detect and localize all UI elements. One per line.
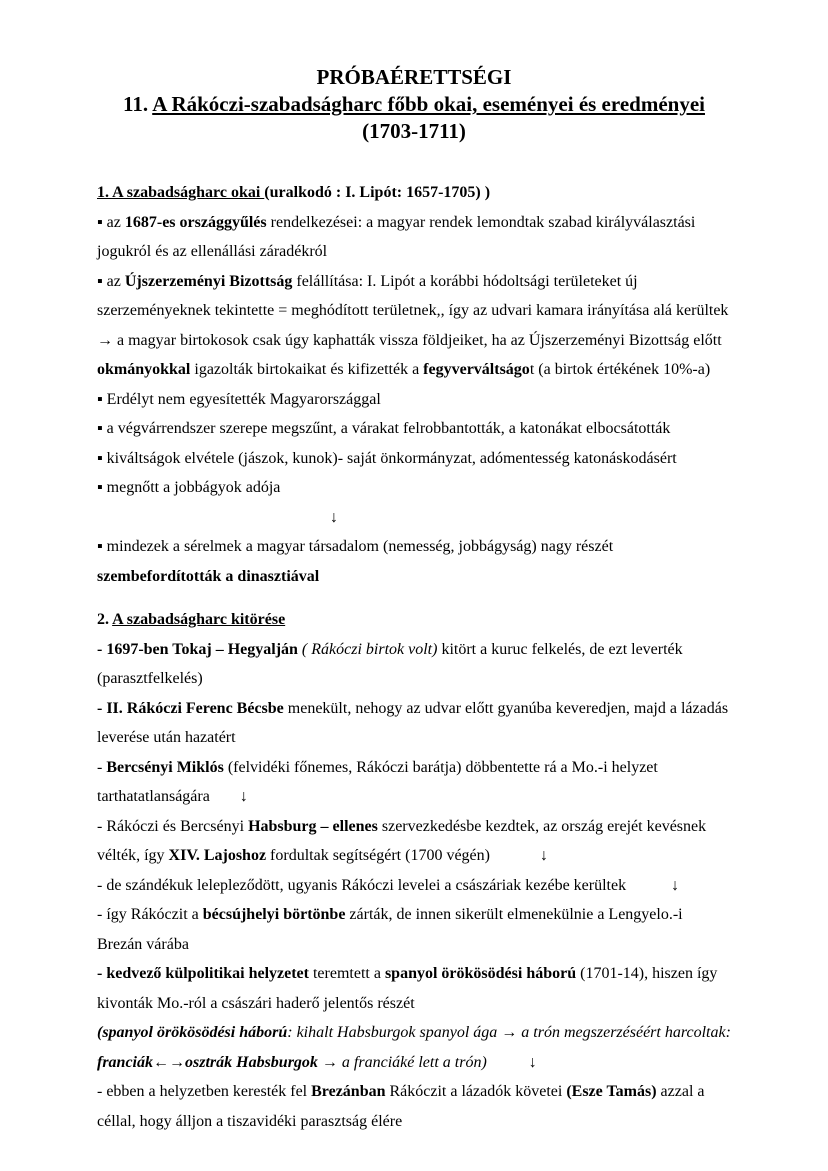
text-run: - 1697-ben Tokaj – Hegyalján xyxy=(97,640,302,658)
text-run: (spanyol örökösödési háború xyxy=(97,1024,288,1041)
text-run: 2. xyxy=(97,611,113,628)
text-run: zárták, de innen sikerült elmenekülnie a Lengyelo.-i Brezán várába xyxy=(97,906,687,953)
text-run: - ebben a helyzetben keresték fel xyxy=(97,1083,312,1100)
text-run: Rákóczit a lázadók követei xyxy=(385,1083,567,1100)
section-2-heading xyxy=(97,605,731,635)
title-line-3 xyxy=(97,118,731,145)
text-run: fordultak segítségért (1700 végén) xyxy=(266,847,490,864)
item-bercsenyi-miklos xyxy=(97,753,731,812)
text-run: ▪ Erdélyt nem egyesítették Magyarországgal xyxy=(97,390,381,408)
text-run: : kihalt Habsburgok spanyol ága → a trón megszerzéséért harcoltak: xyxy=(287,1024,735,1041)
bullet-serelmek-osszegzes xyxy=(97,532,731,591)
text-run: ▪ az xyxy=(97,272,125,290)
text-run: felállítása: I. Lipót a korábbi hódoltsági területeket új szerzeményeknek tekintette = meghódított területnek,, így az udvari kamara irányítása alá kerültek → a magyar birtokosok csak úgy kaphatták vissza földjeiket, ha az Újszerzeményi Bizottság előtt xyxy=(97,272,733,349)
down-arrow: ↓ xyxy=(239,788,248,805)
text-run: (felvidéki főnemes, Rákóczi barátja) döbbentette rá a Mo.-i helyzet tarthatatlanságára xyxy=(97,758,662,805)
text-run: Újszerzeményi Bizottság xyxy=(124,272,293,290)
item-becsujhelyi-borton xyxy=(97,900,731,959)
bullet-1687-diet xyxy=(97,208,731,267)
item-rakoczi-becsbe xyxy=(97,694,731,753)
document-content xyxy=(97,64,735,1136)
text-run: ▪ kiváltságok elvétele (jászok, kunok)- saját önkormányzat, adómentesség katonáskodásért xyxy=(97,449,677,467)
text-run: franciák←→osztrák Habsburgok xyxy=(97,1053,318,1071)
text-run: - így Rákóczit a xyxy=(97,906,203,923)
text-run: igazolták birtokaikat és kifizették a xyxy=(190,361,424,378)
text-run: 1687-es országgyűlés xyxy=(124,213,267,231)
text-run: spanyol örökösödési háború xyxy=(384,965,577,982)
section-gap-spacer xyxy=(97,591,731,605)
item-habsburg-ellenes xyxy=(97,812,731,871)
bullet-erdely xyxy=(97,385,731,415)
text-run: - de szándékuk lelepleződött, ugyanis Rákóczi levelei a császáriak kezébe kerültek xyxy=(97,876,627,894)
text-run: ▪ megnőtt a jobbágyok adója xyxy=(97,479,281,496)
text-run: - II. Rákóczi Ferenc Bécsbe xyxy=(97,699,284,717)
text-run: (Esze Tamás) xyxy=(566,1083,657,1100)
text-run: → a franciáké lett a trón) xyxy=(317,1053,487,1071)
text-run: Brezánban xyxy=(311,1083,386,1100)
title-section-spacer xyxy=(97,145,731,178)
down-arrow: ↓ xyxy=(539,847,548,864)
item-brezan-kovetek xyxy=(97,1077,731,1136)
text-run: Bercsényi Miklós xyxy=(106,758,224,776)
text-run: ▪ az xyxy=(97,213,125,231)
text-run: A szabadságharc kitörése xyxy=(112,611,286,628)
title-line-1 xyxy=(97,64,731,91)
text-run: ( Rákóczi birtok volt) xyxy=(301,640,438,658)
text-run: - kedvező külpolitikai helyzetet xyxy=(97,965,309,982)
text-run: - xyxy=(97,758,107,776)
text-run: okmányokkal xyxy=(97,361,191,378)
bullet-jobbagy-ado xyxy=(97,473,731,503)
text-run: Habsburg – ellenes xyxy=(248,817,378,835)
text-run: t (a birtok értékének 10%-a) xyxy=(529,361,711,378)
text-run: - Rákóczi és Bercsényi xyxy=(97,817,249,835)
item-spanyol-orokosodesi-haboru xyxy=(97,959,731,1018)
section-1-heading xyxy=(97,178,731,208)
text-run: 11. xyxy=(123,92,153,116)
text-run: XIV. Lajoshoz xyxy=(168,847,267,864)
text-run: A Rákóczi-szabadságharc főbb okai, eseményei és eredményei xyxy=(152,92,705,116)
text-run: kitört a kuruc felkelés, de ezt leverték (parasztfelkelés) xyxy=(97,640,687,687)
down-arrow: ↓ xyxy=(671,876,680,894)
text-run: fegyverváltságo xyxy=(423,361,530,378)
item-tokaj-hegyalja xyxy=(97,635,731,694)
text-run: menekült, nehogy az udvar előtt gyanúba keveredjen, majd a lázadás leverése után hazatért xyxy=(97,699,733,746)
text-run: ▪ mindezek a sérelmek a magyar társadalom (nemesség, jobbágyság) nagy részét xyxy=(97,538,618,555)
consequence-arrow-line xyxy=(97,503,731,533)
text-run: szervezkedésbe kezdtek, az ország erejét kevésnek vélték, így xyxy=(97,817,711,864)
text-run: teremtett a xyxy=(308,965,385,982)
text-run: PRÓBAÉRETTSÉGI xyxy=(316,65,512,89)
text-run: szembefordították a dinasztiával xyxy=(97,567,320,585)
text-run: rendelkezései: a magyar rendek lemondtak szabad királyválasztási jogukról és az ellenállási záradékról xyxy=(97,213,700,260)
bullet-vegvarrendszer xyxy=(97,414,731,444)
bullet-kivaltsagok xyxy=(97,444,731,474)
text-run: (1703-1711) xyxy=(362,119,466,143)
text-run: ▪ a végvárrendszer szerepe megszűnt, a várakat felrobbantották, a katonákat elbocsátották xyxy=(97,420,671,437)
text-run: 1. A szabadságharc okai xyxy=(97,184,265,201)
title-line-2 xyxy=(97,91,731,118)
text-run: (uralkodó : I. Lipót: 1657-1705) ) xyxy=(264,184,491,201)
item-leleplezodes xyxy=(97,871,731,901)
text-run: azzal a céllal, hogy álljon a tiszavidéki parasztság élére xyxy=(97,1083,709,1130)
bullet-ujszerzemenyi-bizottsag xyxy=(97,267,731,385)
text-run: bécsújhelyi börtönbe xyxy=(202,906,346,923)
text-run: (1701-14), hiszen így kivonták Mo.-ról a császári haderő jelentős részét xyxy=(97,965,722,1012)
note-spanyol-haboru xyxy=(97,1018,735,1077)
down-arrow: ↓ xyxy=(528,1053,537,1071)
down-arrow: ↓ xyxy=(330,508,338,526)
